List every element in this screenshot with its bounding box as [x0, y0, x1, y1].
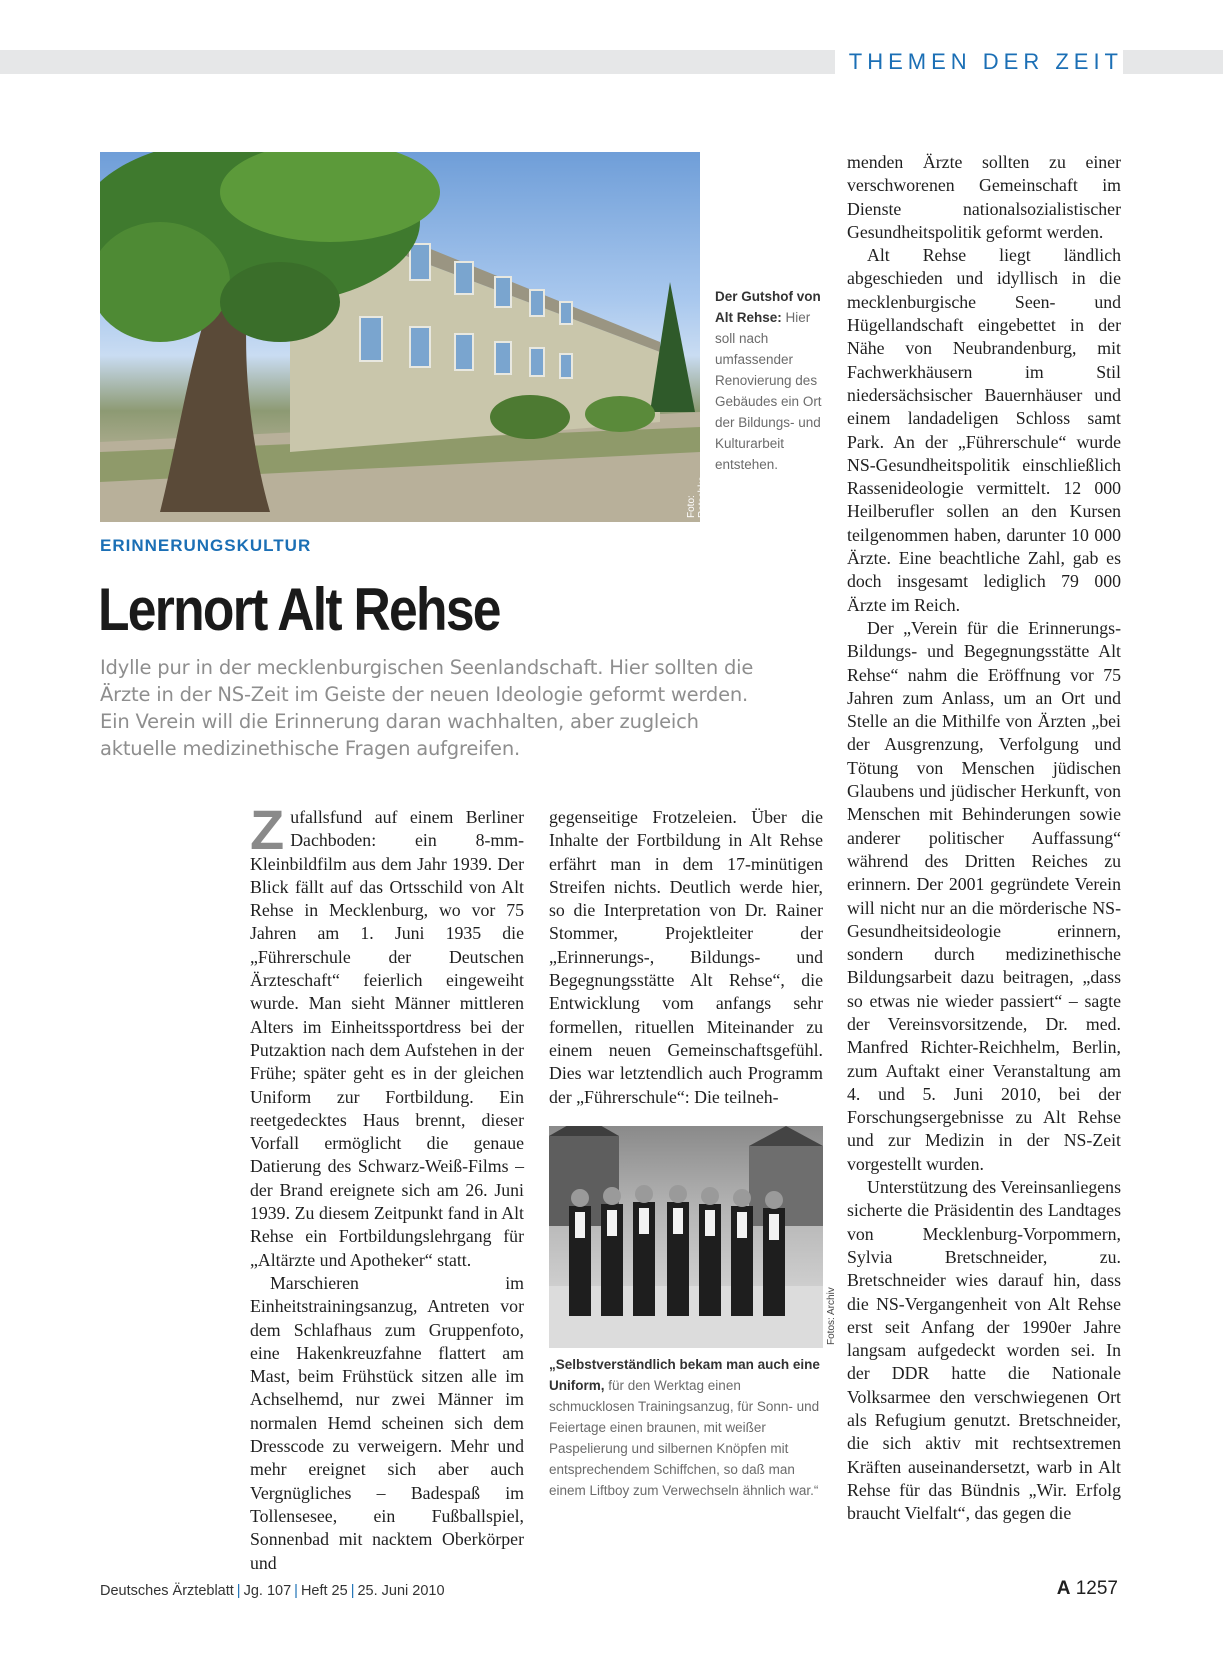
footer-separator: | — [236, 1583, 241, 1599]
article-title: Lernort Alt Rehse — [98, 576, 500, 643]
paragraph: Unterstützung des Vereinsanliegens sicherte die Präsidentin des Landtages von Mecklenburg-Vorpommern, Sylvia Bretschneider, zu. Bretschneider wies darauf hin, dass die NS-Vergangenheit von Alt Rehse erst seit Anfang der 1990er Jahre langsam aufgedeckt worden sei. In der DDR hatte die Nationale Volksarmee den verschwiegenen Ort als Refugium genutzt. Bretschneider, die sich aktiv mit rechtsextremen Kräften auseinandersetzt, warb in Alt Rehse für das Bündnis „Wir. Erfolg braucht Vielfalt“, das gegen die — [847, 1177, 1121, 1524]
journal-issue: Heft 25 — [300, 1583, 348, 1599]
photo-caption — [549, 1354, 823, 1501]
footer-separator: | — [350, 1583, 355, 1599]
article-kicker: ERINNERUNGSKULTUR — [100, 536, 312, 555]
journal-date: 25. Juni 2010 — [357, 1583, 445, 1599]
journal-volume: Jg. 107 — [243, 1583, 292, 1599]
footer-separator: | — [294, 1583, 298, 1599]
text-column-3 — [847, 151, 1121, 1526]
paragraph: gegenseitige Frotzeleien. Über die Inhalte der Fortbildung in Alt Rehse erfährt man in dem 17-minütigen Streifen nichts. Deutlich werde hier, so die Interpretation von Dr. Rainer Stommer, Projektleiter der „Erinnerungs-, Bildungs- und Begegnungsstätte Alt Rehse“, die Entwicklung vom anfangs sehr formellen, rituellen Miteinander zu einem neuen Gemeinschaftsgefühl. Dies war letztendlich auch Programm der „Führerschule“: Die teilneh- — [549, 807, 823, 1107]
photo-credit: Foto: Ratschko — [686, 476, 708, 518]
paragraph: Der „Verein für die Erinnerungs-Bildungs- und Begegnungsstätte Alt Rehse“ nahm die Eröffnung vor 75 Jahren zum Anlass, um an Ort und Stelle an die Mithilfe von Ärzten „bei der Ausgrenzung, Verfolgung und Tötung von Menschen jüdischen Glaubens und jüdischer Herkunft, von Menschen mit Behinderungen sowie anderer politischer Auffassung“ während des Dritten Reiches zu erinnern. Der 2001 gegründete Verein will nicht nur an die mörderische NS-Gesundheitsideologie erinnern, sondern durch medizinethische Bildungsarbeit dazu beitragen, „dass so etwas nie wieder passiert“ – sagte der Vereinsvorsitzende, Dr. med. Manfred Richter-Reichhelm, Berlin, zum Auftakt einer Veranstaltung am 4. und 5. Juni 2010, bei der Forschungsergebnisse zu Alt Rehse und zur Medizin in der NS-Zeit vorgestellt wurden. — [847, 617, 1121, 1174]
text-column-1 — [250, 798, 524, 1575]
text-column-2 — [549, 806, 823, 1109]
page-prefix: A — [1056, 1578, 1071, 1599]
page-number — [1057, 1578, 1118, 1600]
photo-credit: Fotos: Archiv — [826, 1287, 837, 1345]
photo-gutshof — [100, 152, 700, 522]
photo-archiv-gruppe — [549, 1126, 823, 1348]
caption-lead: „Selbstverständlich bekam man auch eine Uniform, — [549, 1357, 820, 1393]
dropcap: Z — [250, 798, 285, 861]
paragraph-text: ufallsfund auf einem Berliner Dachboden: ein 8-mm-Kleinbildfilm aus dem Jahr 1939. Der Blick fällt auf das Ortsschild von Alt Rehse in Mecklenburg, wo vor 75 Jahren am 1. Juni 1935 die „Führerschule der Deutschen Ärzteschaft“ feierlich eingeweiht wurde. Man sieht Männer mittleren Alters im Einheitssportdress bei der Putzaktion nach dem Aufstehen in der Frühe; später geht es in der gleichen Uniform zur Fortbildung. Ein reetgedecktes Haus brennt, dieser Vorfall ermöglicht die genaue Datierung des Schwarz-Weiß-Films – der Brand ereignete sich am 26. Juni 1939. Zu diesem Zeitpunkt fand in Alt Rehse ein Fortbildungslehrgang für „Altärzte und Apotheker“ statt. — [250, 807, 524, 1270]
article-lead: Idylle pur in der mecklenburgischen Seenlandschaft. Hier sollten die Ärzte in der NS-Zeit im Geiste der neuen Ideologie geformt werden. Ein Verein will die Erinnerung daran wachhalten, aber zugleich aktuelle medizinethische Fragen aufgreifen. — [100, 656, 754, 760]
photo-gutshof-illustration — [100, 152, 700, 522]
paragraph: Marschieren im Einheitstrainingsanzug, Antreten vor dem Schlafhaus zum Gruppenfoto, eine Hakenkreuzfahne flattert am Mast, beim Frühstück sitzen alle im Achselhemd, nur zwei Männer im normalen Hemd scheinen sich dem Dresscode zu verweigern. Mehr und mehr ereignet sich aber auch Vergnügliches – Badespaß im Tollensesee, ein Fußballspiel, Sonnenbad mit nacktem Oberkörper und — [250, 1272, 524, 1573]
journal-name: Deutsches Ärzteblatt — [100, 1583, 234, 1599]
page-footer — [100, 1583, 445, 1599]
paragraph: Alt Rehse liegt ländlich abgeschieden und idyllisch in die mecklenburgische Seen- und Hügellandschaft eingebettet in der Nähe von Neubrandenburg, mit Fachwerkhäusern im Stil niedersächsischer Bauernhäuser und einem landadeligen Schloss samt Park. An der „Führerschule“ wurde NS-Gesundheitspolitik einschließlich Rassenideologie vermittelt. 12 000 Heilberufler sollen an den Kursen teilgenommen haben, darunter 10 000 Ärzte. Eine beachtliche Zahl, gab es doch insgesamt lediglich 79 000 Ärzte im Reich. — [847, 245, 1121, 615]
caption-lead: Der Gutshof von Alt Rehse: — [715, 289, 821, 325]
caption-text: für den Werktag einen schmucklosen Trainingsanzug, für Sonn- und Feiertage einen braunen, mit weißer Paspelierung und silbernen Knöpfen mit entsprechendem Schiffchen, so daß man einem Liftboy zum Verwechseln ähnlich war.“ — [549, 1378, 820, 1498]
page-number-value: 1257 — [1075, 1578, 1118, 1599]
paragraph — [250, 798, 524, 1272]
caption-text: Hier soll nach umfassender Renovierung des Gebäudes ein Ort der Bildungs- und Kulturarbeit entstehen. — [715, 310, 822, 472]
photo-caption — [715, 286, 825, 475]
photo-archiv-illustration — [549, 1126, 823, 1348]
section-title: THEMEN DER ZEIT — [835, 48, 1123, 76]
paragraph: menden Ärzte sollten zu einer verschworenen Gemeinschaft im Dienste nationalsozialistischer Gesundheitspolitik geformt werden. — [847, 152, 1121, 242]
